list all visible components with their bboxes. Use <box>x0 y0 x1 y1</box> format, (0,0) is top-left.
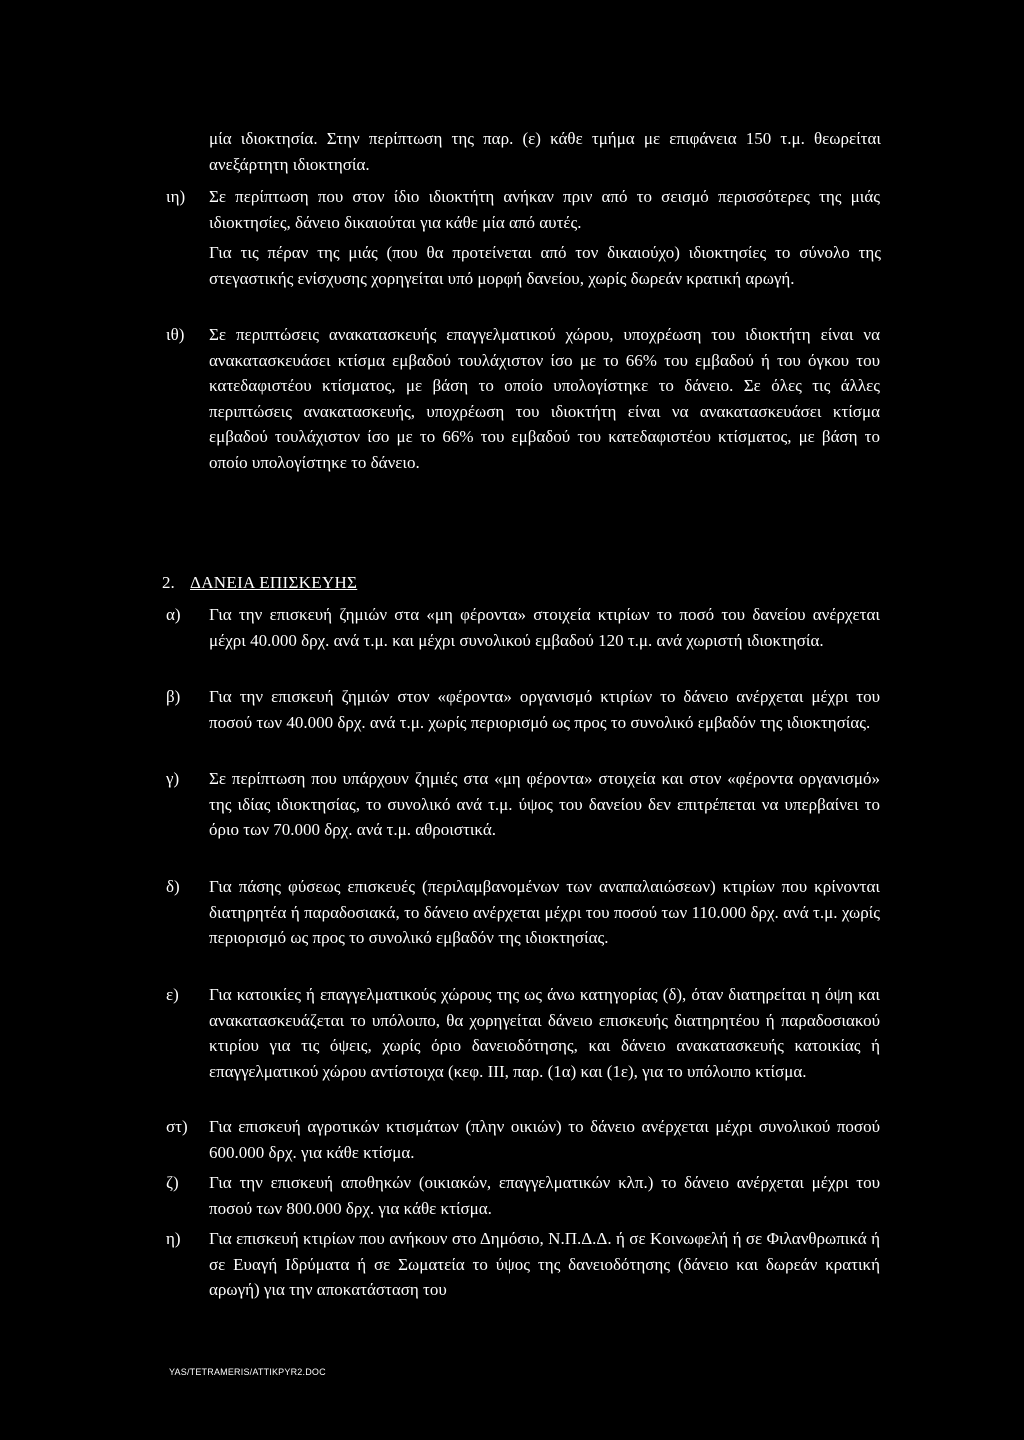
list-item-epsilon <box>166 982 880 1084</box>
item-ih-continuation: Για τις πέραν της μιάς (που θα προτείνεται από τον δικαιούχο) ιδιοκτησίες το σύνολο της στεγαστικής ενίσχυσης χορηγείται υπό μορφή δανείου, χωρίς δωρεάν κρατική αρωγή. <box>209 243 881 288</box>
list-item-text: Για κατοικίες ή επαγγελματικούς χώρους της ως άνω κατηγορίας (δ), όταν διατηρείται η όψη και ανακατασκευάζεται το υπόλοιπο, θα χορηγείται δάνειο επισκευής διατηρητέου ή παραδοσιακού κτιρίου για τις όψεις, χωρίς όριο δανειοδότησης, και δάνειο ανακατασκευής κατοικίας ή επαγγελματικού χώρου αντίστοιχα (κεφ. ΙΙΙ, παρ. (1α) και (1ε), για το υπόλοιπο κτίσμα. <box>209 985 880 1081</box>
list-item-beta <box>166 684 880 735</box>
list-item-eta <box>166 1226 880 1303</box>
list-item-text: Για την επισκευή ζημιών στα «μη φέροντα» στοιχεία κτιρίων το ποσό του δανείου ανέρχεται μέχρι 40.000 δρχ. ανά τ.μ. και μέχρι συνολικού εμβαδού 120 τ.μ. ανά χωριστή ιδιοκτησία. <box>209 605 880 650</box>
list-item-text: Για επισκευή αγροτικών κτισμάτων (πλην οικιών) το δάνειο ανέρχεται μέχρι συνολικού ποσού 600.000 δρχ. για κάθε κτίσμα. <box>209 1117 880 1162</box>
item-ih-text: Σε περίπτωση που στον ίδιο ιδιοκτήτη ανήκαν πριν από το σεισμό περισσότερες της μιάς ιδιοκτησίες, δάνειο δικαιούται για κάθε μία από αυτές. <box>209 187 880 232</box>
item-ih-marker: ιη) <box>166 187 186 206</box>
list-item-marker: στ) <box>166 1117 188 1136</box>
list-item-text: Για την επισκευή ζημιών στον «φέροντα» οργανισμό κτιρίων το δάνειο ανέρχεται μέχρι του ποσού των 40.000 δρχ. ανά τ.μ. χωρίς περιορισμό ως προς το συνολικό εμβαδόν της ιδιοκτησίας. <box>209 687 880 732</box>
item-ith-text: Σε περιπτώσεις ανακατασκευής επαγγελματικού χώρου, υποχρέωση του ιδιοκτήτη είναι να ανακατασκευάσει κτίσμα εμβαδού τουλάχιστον ίσο με το 66% του εμβαδού ή του όγκου του κατεδαφιστέου κτίσματος, με βάση το οποίο υπολογίστηκε το δάνειο. Σε όλες τις άλλες περιπτώσεις ανακατασκευής, υποχρέωση του ιδιοκτήτη είναι να ανακατασκευάσει κτίσμα εμβαδού τουλάχιστον ίσο με το 66% του εμβαδού του κατεδαφιστέου κτίσματος, με βάση το οποίο υπολογίστηκε το δάνειο. <box>209 325 880 472</box>
list-item-text: Για επισκευή κτιρίων που ανήκουν στο Δημόσιο, Ν.Π.Δ.Δ. ή σε Κοινωφελή ή σε Φιλανθρωπικά ή σε Ευαγή Ιδρύματα ή σε Σωματεία το ύψος της δανειοδότησης (δάνειο και δωρεάν κρατική αρωγή) για την αποκατάσταση του <box>209 1229 880 1299</box>
list-item-delta <box>166 874 880 951</box>
list-item-marker: ε) <box>166 985 179 1004</box>
list-item-st <box>166 1114 880 1165</box>
item-ih <box>166 184 880 235</box>
item-ith-marker: ιθ) <box>166 325 185 344</box>
list-item-marker: α) <box>166 605 181 624</box>
list-item-text: Σε περίπτωση που υπάρχουν ζημιές στα «μη φέροντα» στοιχεία και στον «φέροντα οργανισμό» της ιδίας ιδιοκτησίας, το συνολικό ανά τ.μ. ύψος του δανείου δεν επιτρέπεται να υπερβαίνει το όριο των 70.000 δρχ. ανά τ.μ. αθροιστικά. <box>209 769 880 839</box>
footer-filename: YAS/TETRAMERIS/ATTIKPYR2.DOC <box>169 1367 326 1377</box>
item-ith <box>166 322 880 475</box>
section-title: ΔΑΝΕΙΑ ΕΠΙΣΚΕΥΗΣ <box>190 573 358 592</box>
list-item-zeta <box>166 1170 880 1221</box>
section-number: 2. <box>162 573 175 592</box>
list-item-marker: γ) <box>166 769 180 788</box>
list-item-text: Για την επισκευή αποθηκών (οικιακών, επαγγελματικών κλπ.) το δάνειο ανέρχεται μέχρι του ποσού των 800.000 δρχ. για κάθε κτίσμα. <box>209 1173 880 1218</box>
list-item-alpha <box>166 602 880 653</box>
section-heading <box>162 570 882 596</box>
list-item-text: Για πάσης φύσεως επισκευές (περιλαμβανομένων των αναπαλαιώσεων) κτιρίων που κρίνονται διατηρητέα ή παραδοσιακά, το δάνειο ανέρχεται μέχρι του ποσού των 110.000 δρχ. ανά τ.μ. χωρίς περιορισμό ως προς το συνολικό εμβαδόν της ιδιοκτησίας. <box>209 877 880 947</box>
continuation-paragraph: μία ιδιοκτησία. Στην περίπτωση της παρ. (ε) κάθε τμήμα με επιφάνεια 150 τ.μ. θεωρείται ανεξάρτητη ιδιοκτησία. <box>209 129 881 174</box>
list-item-marker: β) <box>166 687 181 706</box>
list-item-marker: δ) <box>166 877 180 896</box>
list-item-marker: ζ) <box>166 1173 179 1192</box>
list-item-marker: η) <box>166 1229 181 1248</box>
list-item-gamma <box>166 766 880 843</box>
